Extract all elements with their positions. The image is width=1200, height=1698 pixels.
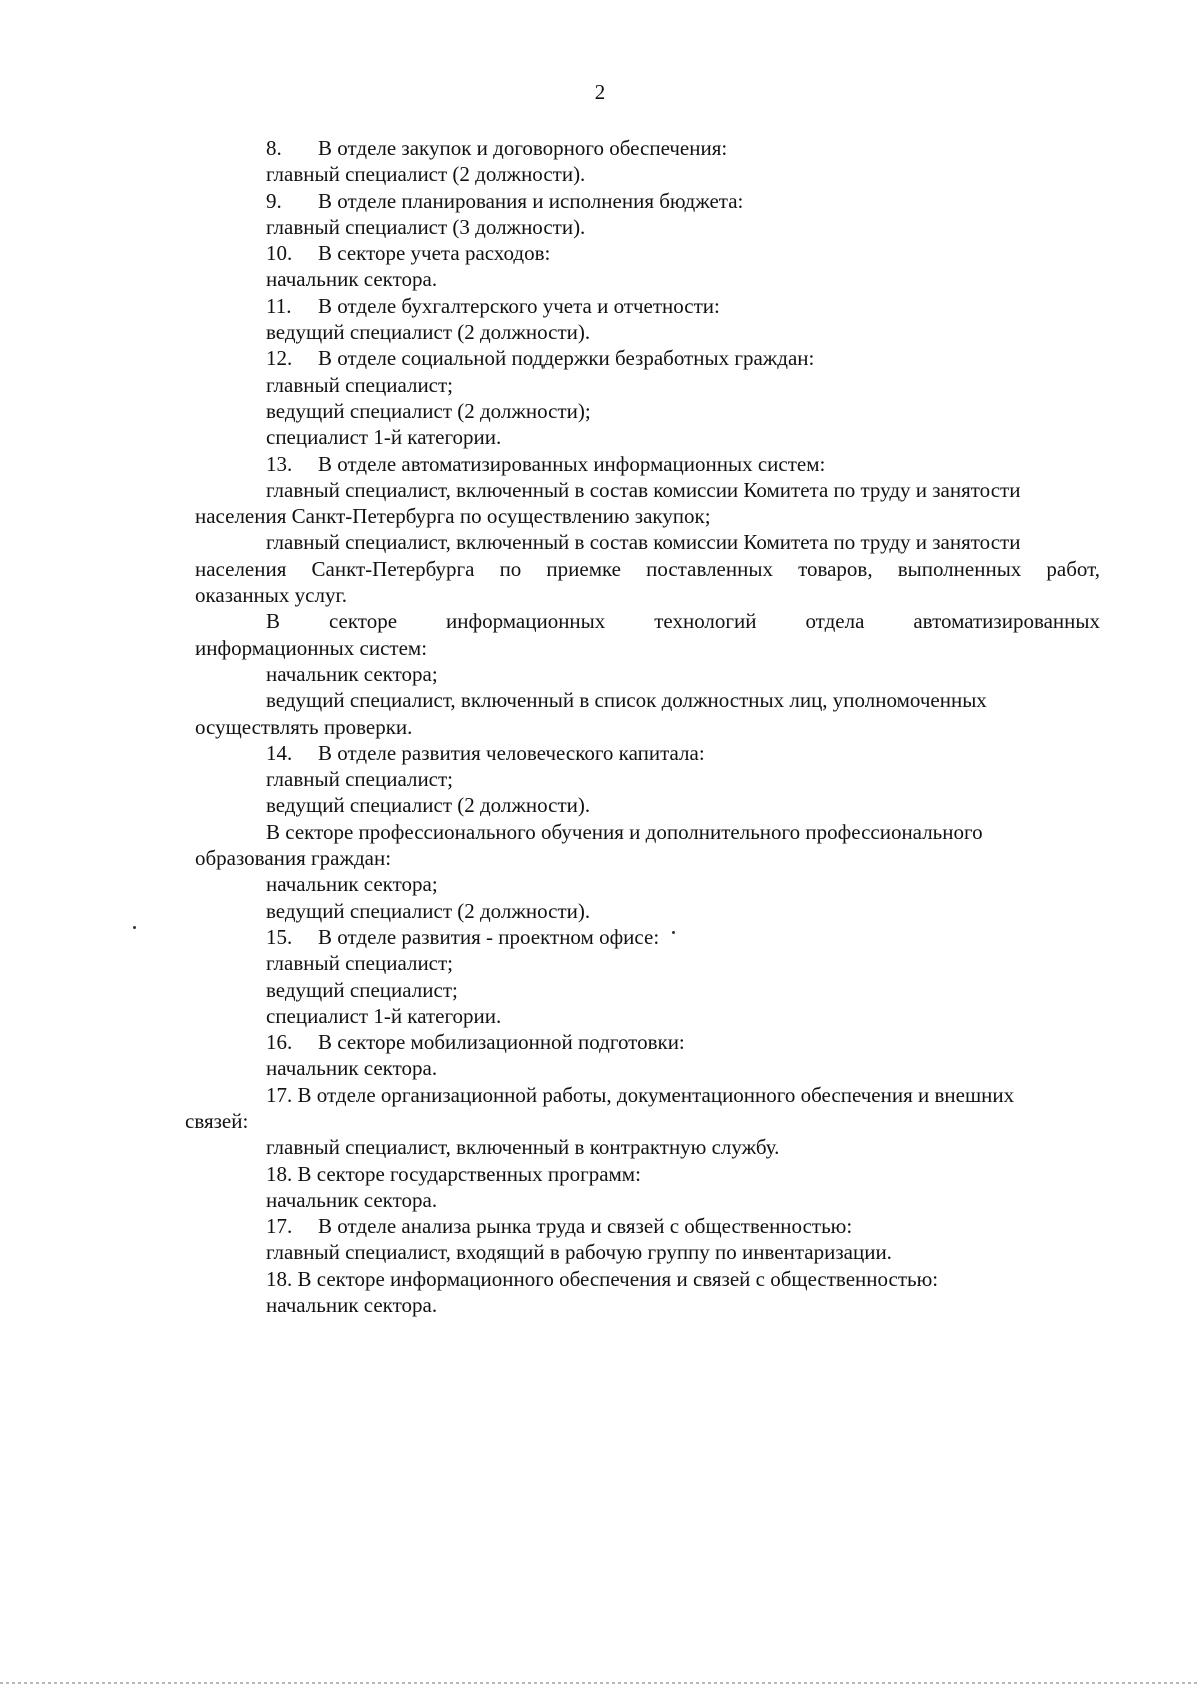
position-line: главный специалист, включенный в контрактную службу. — [266, 1135, 780, 1160]
list-item-18b: 18. В секторе информационного обеспечения и связей с общественностью: — [266, 1266, 939, 1291]
list-item-15 — [195, 924, 1100, 950]
position-line: специалист 1-й категории. — [266, 425, 502, 450]
item-heading: В отделе планирования и исполнения бюджета: — [318, 188, 744, 213]
position-line: главный специалист (2 должности). — [266, 162, 586, 187]
item-number: 13. — [266, 451, 293, 476]
item-heading-continued: связей: — [185, 1108, 249, 1133]
position-line: начальник сектора; — [266, 661, 438, 686]
subsection-heading: В секторе профессионального обучения и дополнительного профессионального — [266, 819, 983, 844]
item-number: 14. — [266, 740, 293, 765]
list-item-17b — [195, 1213, 1100, 1239]
position-line: начальник сектора. — [266, 1056, 438, 1081]
position-line-continued: оказанных услуг. — [195, 583, 347, 608]
position-line: главный специалист; — [266, 951, 454, 976]
list-item-11 — [195, 293, 1100, 319]
list-item-10 — [195, 240, 1100, 266]
scan-speck — [672, 931, 675, 934]
position-line: ведущий специалист, включенный в список должностных лиц, уполномоченных — [266, 688, 987, 713]
page-number: 2 — [594, 80, 606, 104]
item-number: 16. — [266, 1030, 293, 1055]
item-heading: В отделе развития - проектном офисе: — [318, 924, 660, 949]
position-line: ведущий специалист (2 должности). — [266, 793, 591, 818]
position-line: главный специалист; — [266, 767, 454, 792]
item-number: 9. — [266, 188, 282, 213]
position-line: главный специалист, включенный в состав комиссии Комитета по труду и занятости — [266, 477, 1021, 502]
document-body — [185, 135, 1100, 1318]
item-heading: В отделе закупок и договорного обеспечения: — [318, 136, 728, 160]
list-item-12 — [195, 345, 1100, 371]
position-line-continued: осуществлять проверки. — [195, 714, 413, 739]
subsection-heading-continued: образования граждан: — [195, 846, 392, 871]
scan-edge-artifact — [0, 1682, 1200, 1684]
list-item-16 — [195, 1029, 1100, 1055]
position-line: начальник сектора; — [266, 872, 438, 897]
item-heading: В отделе социальной поддержки безработных граждан: — [318, 346, 815, 371]
item-heading: В отделе бухгалтерского учета и отчетности: — [318, 293, 720, 318]
item-heading: В секторе мобилизационной подготовки: — [318, 1030, 685, 1055]
item-number: 12. — [266, 346, 293, 371]
position-line: начальник сектора. — [266, 1187, 438, 1212]
position-line: главный специалист; — [266, 372, 454, 397]
item-number: 17. — [266, 1214, 293, 1239]
subsection-heading: В секторе информационных технологий отдела автоматизированных — [266, 609, 1100, 634]
item-heading: В отделе развития человеческого капитала: — [318, 740, 705, 765]
scan-speck — [133, 926, 136, 929]
position-line: начальник сектора. — [266, 267, 438, 292]
item-heading: В отделе автоматизированных информационных систем: — [318, 451, 826, 476]
list-item-14 — [195, 740, 1100, 766]
item-number: 11. — [266, 293, 292, 318]
item-number: 10. — [266, 241, 293, 266]
position-line: начальник сектора. — [266, 1293, 438, 1318]
list-item-13 — [195, 451, 1100, 477]
item-number: 15. — [266, 924, 293, 949]
position-line: главный специалист (3 должности). — [266, 214, 586, 239]
position-line: главный специалист, входящий в рабочую группу по инвентаризации. — [266, 1240, 892, 1265]
position-line-continued: населения Санкт-Петербурга по приемке поставленных товаров, выполненных работ, — [195, 556, 1100, 581]
position-line: ведущий специалист (2 должности); — [266, 398, 591, 423]
item-heading: В отделе анализа рынка труда и связей с общественностью: — [318, 1214, 853, 1239]
list-item-9 — [195, 188, 1100, 214]
position-line: ведущий специалист (2 должности). — [266, 320, 591, 345]
position-line: специалист 1-й категории. — [266, 1003, 502, 1028]
position-line: ведущий специалист (2 должности). — [266, 898, 591, 923]
list-item-18: 18. В секторе государственных программ: — [266, 1161, 641, 1186]
subsection-heading-continued: информационных систем: — [195, 635, 428, 660]
list-item-17: 17. В отделе организационной работы, документационного обеспечения и внешних — [266, 1082, 1015, 1107]
item-heading: В секторе учета расходов: — [318, 241, 551, 266]
position-line: главный специалист, включенный в состав комиссии Комитета по труду и занятости — [266, 530, 1021, 555]
position-line: ведущий специалист; — [266, 977, 458, 1002]
item-number: 8. — [266, 136, 282, 160]
list-item-8 — [195, 135, 1100, 161]
position-line-continued: населения Санкт-Петербурга по осуществлению закупок; — [195, 504, 711, 529]
